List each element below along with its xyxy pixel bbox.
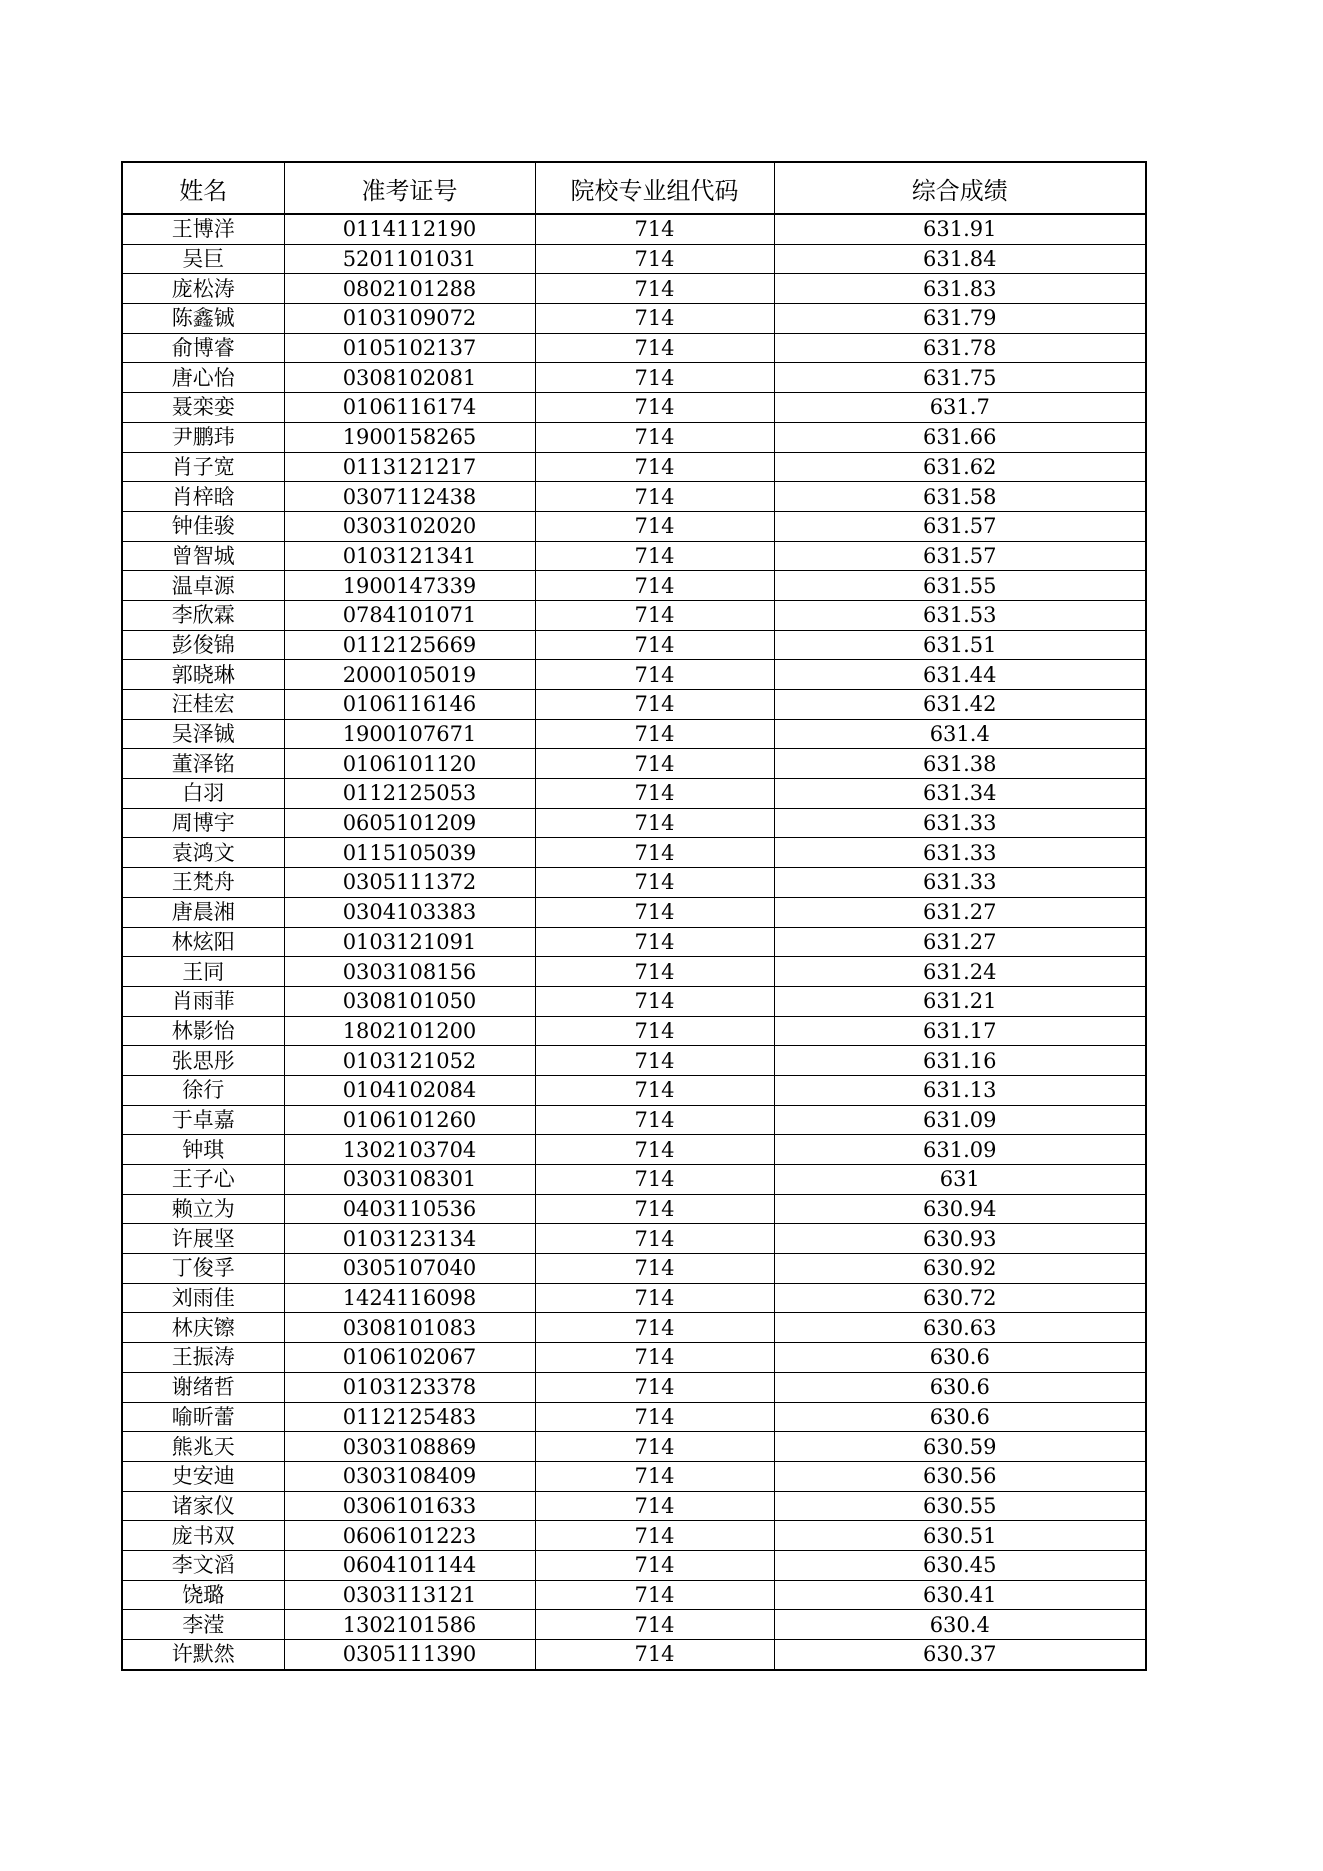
cell-name: 于卓嘉 <box>122 1105 284 1135</box>
header-row <box>122 162 1146 214</box>
cell-group-code: 714 <box>535 897 774 927</box>
cell-exam-id: 0106101260 <box>284 1105 535 1135</box>
cell-total-score: 631.33 <box>774 808 1146 838</box>
table-row <box>122 482 1146 512</box>
cell-exam-id: 1900107671 <box>284 719 535 749</box>
cell-exam-id: 0103123378 <box>284 1372 535 1402</box>
cell-group-code: 714 <box>535 838 774 868</box>
table-row <box>122 1521 1146 1551</box>
cell-name: 尹鹏玮 <box>122 422 284 452</box>
cell-total-score: 630.63 <box>774 1313 1146 1343</box>
cell-exam-id: 0303102020 <box>284 511 535 541</box>
cell-name: 肖梓晗 <box>122 482 284 512</box>
cell-total-score: 631 <box>774 1165 1146 1195</box>
cell-exam-id: 0606101223 <box>284 1521 535 1551</box>
cell-exam-id: 0112125669 <box>284 630 535 660</box>
table-row <box>122 1046 1146 1076</box>
cell-total-score: 630.6 <box>774 1372 1146 1402</box>
cell-exam-id: 0305111372 <box>284 868 535 898</box>
cell-group-code: 714 <box>535 333 774 363</box>
cell-total-score: 631.57 <box>774 511 1146 541</box>
cell-name: 曾智城 <box>122 541 284 571</box>
header-group-code: 院校专业组代码 <box>535 162 774 214</box>
cell-total-score: 630.92 <box>774 1254 1146 1284</box>
table-row <box>122 1105 1146 1135</box>
cell-name: 钟琪 <box>122 1135 284 1165</box>
cell-exam-id: 1900147339 <box>284 571 535 601</box>
table-row <box>122 214 1146 244</box>
cell-group-code: 714 <box>535 1640 774 1670</box>
table-row <box>122 1313 1146 1343</box>
table-row <box>122 333 1146 363</box>
cell-name: 赖立为 <box>122 1194 284 1224</box>
cell-total-score: 631.84 <box>774 244 1146 274</box>
cell-exam-id: 0305111390 <box>284 1640 535 1670</box>
cell-name: 肖雨菲 <box>122 986 284 1016</box>
cell-group-code: 714 <box>535 1491 774 1521</box>
cell-total-score: 631.79 <box>774 304 1146 334</box>
cell-total-score: 631.42 <box>774 690 1146 720</box>
cell-name: 饶璐 <box>122 1580 284 1610</box>
cell-exam-id: 1900158265 <box>284 422 535 452</box>
cell-name: 李滢 <box>122 1610 284 1640</box>
table-row <box>122 1283 1146 1313</box>
cell-group-code: 714 <box>535 1461 774 1491</box>
cell-group-code: 714 <box>535 482 774 512</box>
cell-group-code: 714 <box>535 868 774 898</box>
cell-exam-id: 0105102137 <box>284 333 535 363</box>
cell-total-score: 631.17 <box>774 1016 1146 1046</box>
cell-total-score: 630.93 <box>774 1224 1146 1254</box>
cell-exam-id: 0115105039 <box>284 838 535 868</box>
cell-group-code: 714 <box>535 393 774 423</box>
table-row <box>122 1640 1146 1670</box>
table-row <box>122 690 1146 720</box>
table-row <box>122 779 1146 809</box>
cell-exam-id: 0303108409 <box>284 1461 535 1491</box>
table-row <box>122 1432 1146 1462</box>
cell-total-score: 631.75 <box>774 363 1146 393</box>
cell-total-score: 631.33 <box>774 838 1146 868</box>
cell-group-code: 714 <box>535 571 774 601</box>
cell-group-code: 714 <box>535 660 774 690</box>
cell-group-code: 714 <box>535 1254 774 1284</box>
table-row <box>122 1461 1146 1491</box>
cell-name: 庞书双 <box>122 1521 284 1551</box>
cell-name: 谢绪哲 <box>122 1372 284 1402</box>
cell-total-score: 630.37 <box>774 1640 1146 1670</box>
cell-name: 许展坚 <box>122 1224 284 1254</box>
cell-exam-id: 0106116146 <box>284 690 535 720</box>
cell-name: 聂栾娈 <box>122 393 284 423</box>
cell-group-code: 714 <box>535 1075 774 1105</box>
table-row <box>122 927 1146 957</box>
cell-exam-id: 0303108869 <box>284 1432 535 1462</box>
cell-name: 刘雨佳 <box>122 1283 284 1313</box>
table-row <box>122 452 1146 482</box>
table-row <box>122 1224 1146 1254</box>
cell-group-code: 714 <box>535 1135 774 1165</box>
cell-total-score: 631.55 <box>774 571 1146 601</box>
table-row <box>122 749 1146 779</box>
cell-name: 袁鸿文 <box>122 838 284 868</box>
cell-total-score: 631.66 <box>774 422 1146 452</box>
cell-total-score: 631.09 <box>774 1105 1146 1135</box>
table-row <box>122 1372 1146 1402</box>
cell-name: 丁俊孚 <box>122 1254 284 1284</box>
cell-exam-id: 0303108156 <box>284 957 535 987</box>
cell-exam-id: 0784101071 <box>284 600 535 630</box>
cell-name: 唐晨湘 <box>122 897 284 927</box>
cell-group-code: 714 <box>535 244 774 274</box>
table-row <box>122 422 1146 452</box>
cell-group-code: 714 <box>535 749 774 779</box>
cell-name: 王梵舟 <box>122 868 284 898</box>
cell-exam-id: 0308101083 <box>284 1313 535 1343</box>
cell-group-code: 714 <box>535 719 774 749</box>
cell-group-code: 714 <box>535 511 774 541</box>
table-row <box>122 838 1146 868</box>
cell-group-code: 714 <box>535 986 774 1016</box>
table-row <box>122 274 1146 304</box>
cell-group-code: 714 <box>535 1521 774 1551</box>
cell-name: 林影怡 <box>122 1016 284 1046</box>
cell-name: 陈鑫铖 <box>122 304 284 334</box>
cell-name: 王同 <box>122 957 284 987</box>
table-row <box>122 957 1146 987</box>
cell-exam-id: 0604101144 <box>284 1550 535 1580</box>
table-row <box>122 541 1146 571</box>
cell-group-code: 714 <box>535 422 774 452</box>
cell-exam-id: 0114112190 <box>284 214 535 244</box>
table-row <box>122 363 1146 393</box>
cell-total-score: 631.33 <box>774 868 1146 898</box>
cell-total-score: 630.45 <box>774 1550 1146 1580</box>
table-row <box>122 1402 1146 1432</box>
cell-total-score: 630.4 <box>774 1610 1146 1640</box>
cell-exam-id: 5201101031 <box>284 244 535 274</box>
cell-total-score: 630.6 <box>774 1402 1146 1432</box>
cell-exam-id: 1424116098 <box>284 1283 535 1313</box>
cell-exam-id: 0303113121 <box>284 1580 535 1610</box>
cell-total-score: 631.09 <box>774 1135 1146 1165</box>
cell-group-code: 714 <box>535 1580 774 1610</box>
cell-name: 张思彤 <box>122 1046 284 1076</box>
cell-exam-id: 0103109072 <box>284 304 535 334</box>
cell-group-code: 714 <box>535 1432 774 1462</box>
cell-total-score: 631.51 <box>774 630 1146 660</box>
cell-name: 温卓源 <box>122 571 284 601</box>
table-row <box>122 868 1146 898</box>
cell-group-code: 714 <box>535 363 774 393</box>
cell-total-score: 630.59 <box>774 1432 1146 1462</box>
cell-group-code: 714 <box>535 1046 774 1076</box>
cell-group-code: 714 <box>535 1165 774 1195</box>
table-row <box>122 600 1146 630</box>
table-row <box>122 1580 1146 1610</box>
cell-name: 钟佳骏 <box>122 511 284 541</box>
cell-group-code: 714 <box>535 304 774 334</box>
cell-total-score: 631.78 <box>774 333 1146 363</box>
cell-name: 王振涛 <box>122 1343 284 1373</box>
cell-name: 王博洋 <box>122 214 284 244</box>
cell-group-code: 714 <box>535 957 774 987</box>
cell-group-code: 714 <box>535 1194 774 1224</box>
cell-total-score: 631.4 <box>774 719 1146 749</box>
cell-group-code: 714 <box>535 1343 774 1373</box>
cell-name: 肖子宽 <box>122 452 284 482</box>
cell-group-code: 714 <box>535 927 774 957</box>
cell-total-score: 630.94 <box>774 1194 1146 1224</box>
cell-group-code: 714 <box>535 541 774 571</box>
table-row <box>122 1491 1146 1521</box>
table-row <box>122 986 1146 1016</box>
cell-total-score: 630.55 <box>774 1491 1146 1521</box>
cell-group-code: 714 <box>535 1105 774 1135</box>
cell-group-code: 714 <box>535 1016 774 1046</box>
cell-group-code: 714 <box>535 779 774 809</box>
cell-name: 郭晓琳 <box>122 660 284 690</box>
cell-total-score: 631.57 <box>774 541 1146 571</box>
cell-exam-id: 0103121341 <box>284 541 535 571</box>
cell-group-code: 714 <box>535 600 774 630</box>
table-row <box>122 1550 1146 1580</box>
cell-total-score: 630.72 <box>774 1283 1146 1313</box>
cell-group-code: 714 <box>535 1550 774 1580</box>
cell-exam-id: 0802101288 <box>284 274 535 304</box>
cell-exam-id: 0113121217 <box>284 452 535 482</box>
cell-exam-id: 0106116174 <box>284 393 535 423</box>
cell-exam-id: 0103121091 <box>284 927 535 957</box>
cell-exam-id: 2000105019 <box>284 660 535 690</box>
cell-total-score: 631.24 <box>774 957 1146 987</box>
cell-name: 汪桂宏 <box>122 690 284 720</box>
table-row <box>122 1610 1146 1640</box>
table-row <box>122 1165 1146 1195</box>
cell-total-score: 631.13 <box>774 1075 1146 1105</box>
cell-exam-id: 0112125053 <box>284 779 535 809</box>
cell-exam-id: 1302103704 <box>284 1135 535 1165</box>
cell-group-code: 714 <box>535 690 774 720</box>
cell-group-code: 714 <box>535 1372 774 1402</box>
header-exam-id: 准考证号 <box>284 162 535 214</box>
table-row <box>122 1194 1146 1224</box>
cell-exam-id: 0306101633 <box>284 1491 535 1521</box>
cell-exam-id: 0104102084 <box>284 1075 535 1105</box>
cell-total-score: 630.6 <box>774 1343 1146 1373</box>
cell-total-score: 631.27 <box>774 897 1146 927</box>
cell-total-score: 631.21 <box>774 986 1146 1016</box>
cell-name: 唐心怡 <box>122 363 284 393</box>
cell-group-code: 714 <box>535 1224 774 1254</box>
table-row <box>122 511 1146 541</box>
cell-exam-id: 1302101586 <box>284 1610 535 1640</box>
header-total-score: 综合成绩 <box>774 162 1146 214</box>
cell-name: 许默然 <box>122 1640 284 1670</box>
table-row <box>122 1343 1146 1373</box>
cell-name: 史安迪 <box>122 1461 284 1491</box>
table-row <box>122 808 1146 838</box>
cell-group-code: 714 <box>535 808 774 838</box>
cell-exam-id: 1802101200 <box>284 1016 535 1046</box>
cell-total-score: 631.44 <box>774 660 1146 690</box>
table-row <box>122 1135 1146 1165</box>
cell-name: 周博宇 <box>122 808 284 838</box>
cell-exam-id: 0307112438 <box>284 482 535 512</box>
table-body <box>122 214 1146 1670</box>
table-row <box>122 719 1146 749</box>
cell-total-score: 631.7 <box>774 393 1146 423</box>
cell-group-code: 714 <box>535 1283 774 1313</box>
score-table <box>121 161 1147 1671</box>
cell-name: 林庆镲 <box>122 1313 284 1343</box>
cell-name: 彭俊锦 <box>122 630 284 660</box>
cell-exam-id: 0308101050 <box>284 986 535 1016</box>
cell-name: 林炫阳 <box>122 927 284 957</box>
table-row <box>122 897 1146 927</box>
cell-exam-id: 0103121052 <box>284 1046 535 1076</box>
cell-total-score: 630.56 <box>774 1461 1146 1491</box>
table-row <box>122 393 1146 423</box>
cell-group-code: 714 <box>535 214 774 244</box>
cell-total-score: 631.58 <box>774 482 1146 512</box>
cell-exam-id: 0605101209 <box>284 808 535 838</box>
cell-name: 董泽铭 <box>122 749 284 779</box>
table-row <box>122 1016 1146 1046</box>
cell-exam-id: 0106101120 <box>284 749 535 779</box>
cell-total-score: 631.83 <box>774 274 1146 304</box>
cell-exam-id: 0403110536 <box>284 1194 535 1224</box>
cell-total-score: 631.53 <box>774 600 1146 630</box>
cell-group-code: 714 <box>535 1313 774 1343</box>
table-row <box>122 630 1146 660</box>
cell-exam-id: 0303108301 <box>284 1165 535 1195</box>
cell-group-code: 714 <box>535 274 774 304</box>
cell-group-code: 714 <box>535 630 774 660</box>
cell-exam-id: 0308102081 <box>284 363 535 393</box>
cell-total-score: 630.51 <box>774 1521 1146 1551</box>
header-name: 姓名 <box>122 162 284 214</box>
cell-name: 熊兆天 <box>122 1432 284 1462</box>
cell-total-score: 630.41 <box>774 1580 1146 1610</box>
cell-name: 李文滔 <box>122 1550 284 1580</box>
cell-name: 俞博睿 <box>122 333 284 363</box>
cell-name: 徐行 <box>122 1075 284 1105</box>
cell-total-score: 631.62 <box>774 452 1146 482</box>
cell-total-score: 631.16 <box>774 1046 1146 1076</box>
cell-name: 吴泽铖 <box>122 719 284 749</box>
cell-exam-id: 0112125483 <box>284 1402 535 1432</box>
cell-exam-id: 0305107040 <box>284 1254 535 1284</box>
cell-name: 李欣霖 <box>122 600 284 630</box>
cell-name: 王子心 <box>122 1165 284 1195</box>
table-row <box>122 244 1146 274</box>
cell-total-score: 631.27 <box>774 927 1146 957</box>
cell-group-code: 714 <box>535 1402 774 1432</box>
table-header <box>122 162 1146 214</box>
table-row <box>122 571 1146 601</box>
table-row <box>122 660 1146 690</box>
table-row <box>122 304 1146 334</box>
cell-total-score: 631.38 <box>774 749 1146 779</box>
cell-total-score: 631.34 <box>774 779 1146 809</box>
cell-group-code: 714 <box>535 1610 774 1640</box>
cell-exam-id: 0106102067 <box>284 1343 535 1373</box>
cell-name: 白羽 <box>122 779 284 809</box>
cell-name: 吴巨 <box>122 244 284 274</box>
cell-exam-id: 0103123134 <box>284 1224 535 1254</box>
cell-group-code: 714 <box>535 452 774 482</box>
cell-total-score: 631.91 <box>774 214 1146 244</box>
table-row <box>122 1254 1146 1284</box>
cell-exam-id: 0304103383 <box>284 897 535 927</box>
table-row <box>122 1075 1146 1105</box>
cell-name: 庞松涛 <box>122 274 284 304</box>
cell-name: 喻昕蕾 <box>122 1402 284 1432</box>
cell-name: 诸家仪 <box>122 1491 284 1521</box>
